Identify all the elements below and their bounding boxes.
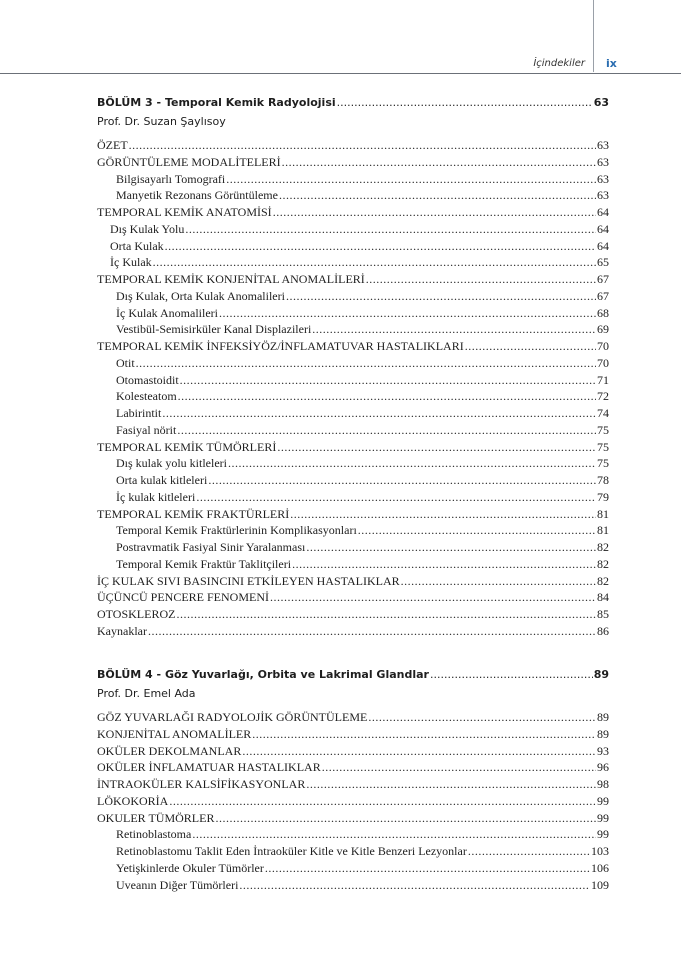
dot-leader xyxy=(306,777,596,792)
toc-page-number: 68 xyxy=(597,305,609,320)
toc-title: GÖZ YUVARLAĞI RADYOLOJİK GÖRÜNTÜLEME xyxy=(97,710,368,724)
dot-leader xyxy=(153,255,596,270)
toc-entry[interactable] xyxy=(97,777,609,794)
dot-leader xyxy=(252,727,596,742)
toc-entry[interactable] xyxy=(97,744,609,761)
dot-leader xyxy=(165,239,596,254)
toc-page-number: 63 xyxy=(597,154,609,169)
dot-leader xyxy=(265,861,590,876)
toc-title: Vestibül-Semisirküler Kanal Displazileri xyxy=(116,322,312,337)
dot-leader xyxy=(180,373,596,388)
dot-leader xyxy=(239,878,590,893)
toc-entry[interactable] xyxy=(97,306,609,323)
toc-page-number: 99 xyxy=(597,793,609,808)
toc-title: Dış kulak yolu kitleleri xyxy=(116,456,227,471)
toc-title: Yetişkinlerde Okuler Tümörler xyxy=(116,860,264,875)
dot-leader xyxy=(290,507,596,522)
toc-title: İÇ KULAK SIVI BASINCINI ETKİLEYEN HASTALIKLAR xyxy=(97,573,400,588)
toc-title: Labirintit xyxy=(116,406,162,420)
toc-title: İç Kulak Anomalileri xyxy=(116,305,218,320)
toc-title: LÖKOKORİA xyxy=(97,793,169,808)
toc-page-number: 81 xyxy=(597,523,609,538)
toc-entry[interactable] xyxy=(97,523,609,540)
toc-title: ÜÇÜNCÜ PENCERE FENOMENİ xyxy=(97,590,270,605)
toc-page-number: 85 xyxy=(597,607,609,621)
toc-page-number: 75 xyxy=(597,456,609,471)
toc-entry[interactable] xyxy=(97,760,609,777)
toc-entry[interactable] xyxy=(97,507,609,524)
dot-leader xyxy=(242,744,596,759)
toc-entry[interactable] xyxy=(97,138,609,155)
dot-leader xyxy=(270,590,596,605)
toc-entry[interactable] xyxy=(97,222,609,239)
chapter-4-section xyxy=(97,668,609,894)
toc-entry[interactable] xyxy=(97,289,609,306)
toc-entry[interactable] xyxy=(97,239,609,256)
toc-entry[interactable] xyxy=(97,456,609,473)
toc-title: Manyetik Rezonans Görüntüleme xyxy=(116,188,278,203)
dot-leader xyxy=(215,811,596,826)
toc-entry[interactable] xyxy=(97,172,609,189)
toc-title: Bilgisayarlı Tomografi xyxy=(116,171,226,186)
chapter-3-section xyxy=(97,96,609,641)
dot-leader xyxy=(192,827,596,842)
dot-leader xyxy=(148,624,596,639)
dot-leader xyxy=(176,607,596,622)
toc-entry[interactable] xyxy=(97,339,609,356)
dot-leader xyxy=(401,574,596,589)
toc-title: Orta kulak kitleleri xyxy=(116,473,208,487)
toc-page-number: 67 xyxy=(597,288,609,303)
toc-title: İNTRAOKÜLER KALSİFİKASYONLAR xyxy=(97,777,306,791)
toc-title: Retinoblastoma xyxy=(116,827,192,842)
toc-page-number: 82 xyxy=(597,540,609,554)
toc-page-number: 96 xyxy=(597,760,609,775)
toc-title: İç Kulak xyxy=(110,255,152,270)
toc-entry[interactable] xyxy=(97,574,609,591)
toc-entry[interactable] xyxy=(97,473,609,490)
toc-page-number: 63 xyxy=(597,188,609,203)
toc-entry[interactable] xyxy=(97,389,609,406)
dot-leader xyxy=(286,289,596,304)
toc-page-number: 98 xyxy=(597,777,609,791)
dot-leader xyxy=(219,306,596,321)
toc-title: Fasiyal nörit xyxy=(116,422,177,437)
toc-entry[interactable] xyxy=(97,557,609,574)
toc-title: OKULER TÜMÖRLER xyxy=(97,810,215,825)
toc-title: OKÜLER DEKOLMANLAR xyxy=(97,743,242,758)
chapter-author: Prof. Dr. Emel Ada xyxy=(97,687,196,700)
toc-title: Temporal Kemik Fraktür Taklitçileri xyxy=(116,556,292,571)
toc-entry[interactable] xyxy=(97,624,609,641)
toc-page-number: 74 xyxy=(597,406,609,420)
toc-entry[interactable] xyxy=(97,205,609,222)
dot-leader xyxy=(430,668,593,681)
header-rule xyxy=(0,73,681,74)
toc-title: BÖLÜM 4 - Göz Yuvarlağı, Orbita ve Lakrimal Glandlar xyxy=(97,668,429,681)
toc-title: Temporal Kemik Fraktürlerinin Komplikasyonları xyxy=(116,523,357,538)
dot-leader xyxy=(273,205,596,220)
dot-leader xyxy=(136,356,596,371)
toc-title: TEMPORAL KEMİK ANATOMİSİ xyxy=(97,205,272,219)
dot-leader xyxy=(178,389,596,404)
toc-page-number: 70 xyxy=(597,339,609,353)
toc-page-number: 63 xyxy=(597,138,609,152)
header-vertical-rule xyxy=(593,0,594,72)
dot-leader xyxy=(306,540,596,555)
toc-entry[interactable] xyxy=(97,490,609,507)
toc-entry[interactable] xyxy=(97,727,609,744)
toc-page-number: 64 xyxy=(597,205,609,219)
dot-leader xyxy=(322,760,596,775)
dot-leader xyxy=(312,322,596,337)
toc-page-number: 64 xyxy=(597,238,609,253)
toc-page-number: 86 xyxy=(597,623,609,638)
toc-page-number: 82 xyxy=(597,556,609,571)
toc-title: Otit xyxy=(116,355,135,370)
dot-leader xyxy=(368,710,596,725)
toc-title: Retinoblastomu Taklit Eden İntraoküler Kitle ve Kitle Benzeri Lezyonlar xyxy=(116,844,467,858)
toc-entry[interactable] xyxy=(97,255,609,272)
toc-entry[interactable] xyxy=(97,794,609,811)
dot-leader xyxy=(228,456,596,471)
dot-leader xyxy=(185,222,596,237)
toc-page-number: 63 xyxy=(597,171,609,186)
toc-entry[interactable] xyxy=(97,811,609,828)
toc-title: OTOSKLEROZ xyxy=(97,607,176,621)
toc-entry[interactable] xyxy=(97,440,609,457)
toc-entry[interactable] xyxy=(97,272,609,289)
dot-leader xyxy=(226,172,596,187)
dot-leader xyxy=(169,794,596,809)
dot-leader xyxy=(177,423,596,438)
toc-title: OKÜLER İNFLAMATUAR HASTALIKLAR xyxy=(97,760,321,775)
toc-page-number: 93 xyxy=(597,743,609,758)
dot-leader xyxy=(129,138,596,153)
toc-entry[interactable] xyxy=(97,406,609,423)
toc-page-number: 64 xyxy=(597,221,609,236)
toc-page-number: 99 xyxy=(597,810,609,825)
toc-title: Dış Kulak, Orta Kulak Anomalileri xyxy=(116,288,285,303)
toc-page-number: 82 xyxy=(597,573,609,588)
dot-leader xyxy=(162,406,596,421)
toc-title: Uveanın Diğer Tümörleri xyxy=(116,877,239,892)
toc-page-number: 79 xyxy=(597,489,609,504)
toc-page-number: 84 xyxy=(597,590,609,605)
toc-entry[interactable] xyxy=(97,155,609,172)
toc-page-number: 89 xyxy=(597,710,609,724)
dot-leader xyxy=(196,490,596,505)
toc-title: KONJENİTAL ANOMALİLER xyxy=(97,726,252,741)
toc-title: Postravmatik Fasiyal Sinir Yaralanması xyxy=(116,540,306,554)
toc-entry[interactable] xyxy=(97,423,609,440)
running-title: İçindekiler xyxy=(533,58,585,69)
toc-page-number: 63 xyxy=(593,96,609,109)
toc-page-number: 89 xyxy=(593,668,609,681)
toc-entry[interactable] xyxy=(97,590,609,607)
toc-entry[interactable] xyxy=(97,710,609,727)
toc-title: TEMPORAL KEMİK KONJENİTAL ANOMALİLERİ xyxy=(97,272,365,286)
toc-page-number: 72 xyxy=(597,389,609,404)
dot-leader xyxy=(292,557,596,572)
dot-leader xyxy=(366,272,596,287)
chapter-heading[interactable] xyxy=(97,96,609,113)
chapter-heading[interactable] xyxy=(97,668,609,685)
toc-title: BÖLÜM 3 - Temporal Kemik Radyolojisi xyxy=(97,96,336,109)
toc-page-number: 65 xyxy=(597,255,609,270)
toc-title: Otomastoidit xyxy=(116,372,179,387)
toc-title: Dış Kulak Yolu xyxy=(110,221,185,236)
toc-title: ÖZET xyxy=(97,138,128,152)
toc-entry[interactable] xyxy=(97,607,609,624)
dot-leader xyxy=(468,844,590,859)
toc-entry[interactable] xyxy=(97,356,609,373)
toc-title: Orta Kulak xyxy=(110,238,164,253)
toc-page-number: 71 xyxy=(597,372,609,387)
toc-entry[interactable] xyxy=(97,844,609,861)
toc-page-number: 67 xyxy=(597,272,609,286)
dot-leader xyxy=(279,188,596,203)
toc-page-number: 70 xyxy=(597,355,609,370)
toc-entry[interactable] xyxy=(97,322,609,339)
dot-leader xyxy=(208,473,596,488)
toc-page-number: 103 xyxy=(591,844,609,858)
dot-leader xyxy=(277,440,596,455)
toc-entry[interactable] xyxy=(97,827,609,844)
dot-leader xyxy=(282,155,596,170)
toc-entry[interactable] xyxy=(97,878,609,895)
toc-entry[interactable] xyxy=(97,188,609,205)
page-number: ix xyxy=(606,57,617,70)
toc-page-number: 99 xyxy=(597,827,609,842)
toc-title: TEMPORAL KEMİK FRAKTÜRLERİ xyxy=(97,506,290,521)
toc-page-number: 89 xyxy=(597,726,609,741)
toc-page-number: 78 xyxy=(597,473,609,487)
toc-title: TEMPORAL KEMİK TÜMÖRLERİ xyxy=(97,439,277,454)
toc-page-number: 109 xyxy=(591,877,609,892)
toc-entry[interactable] xyxy=(97,373,609,390)
toc-page-number: 75 xyxy=(597,439,609,454)
toc-title: Kolesteatom xyxy=(116,389,177,404)
toc-page-number: 75 xyxy=(597,422,609,437)
dot-leader xyxy=(465,339,596,354)
toc-page-number: 106 xyxy=(591,860,609,875)
toc-entry[interactable] xyxy=(97,540,609,557)
toc-title: İç kulak kitleleri xyxy=(116,489,196,504)
toc-title: GÖRÜNTÜLEME MODALİTELERİ xyxy=(97,154,281,169)
toc-page-number: 81 xyxy=(597,506,609,521)
toc-title: TEMPORAL KEMİK İNFEKSİYÖZ/İNFLAMATUVAR HASTALIKLARI xyxy=(97,339,464,353)
dot-leader xyxy=(337,96,593,109)
toc-page-number: 69 xyxy=(597,322,609,337)
chapter-author: Prof. Dr. Suzan Şaylısoy xyxy=(97,115,226,128)
dot-leader xyxy=(358,523,596,538)
toc-title: Kaynaklar xyxy=(97,623,147,638)
toc-entry[interactable] xyxy=(97,861,609,878)
